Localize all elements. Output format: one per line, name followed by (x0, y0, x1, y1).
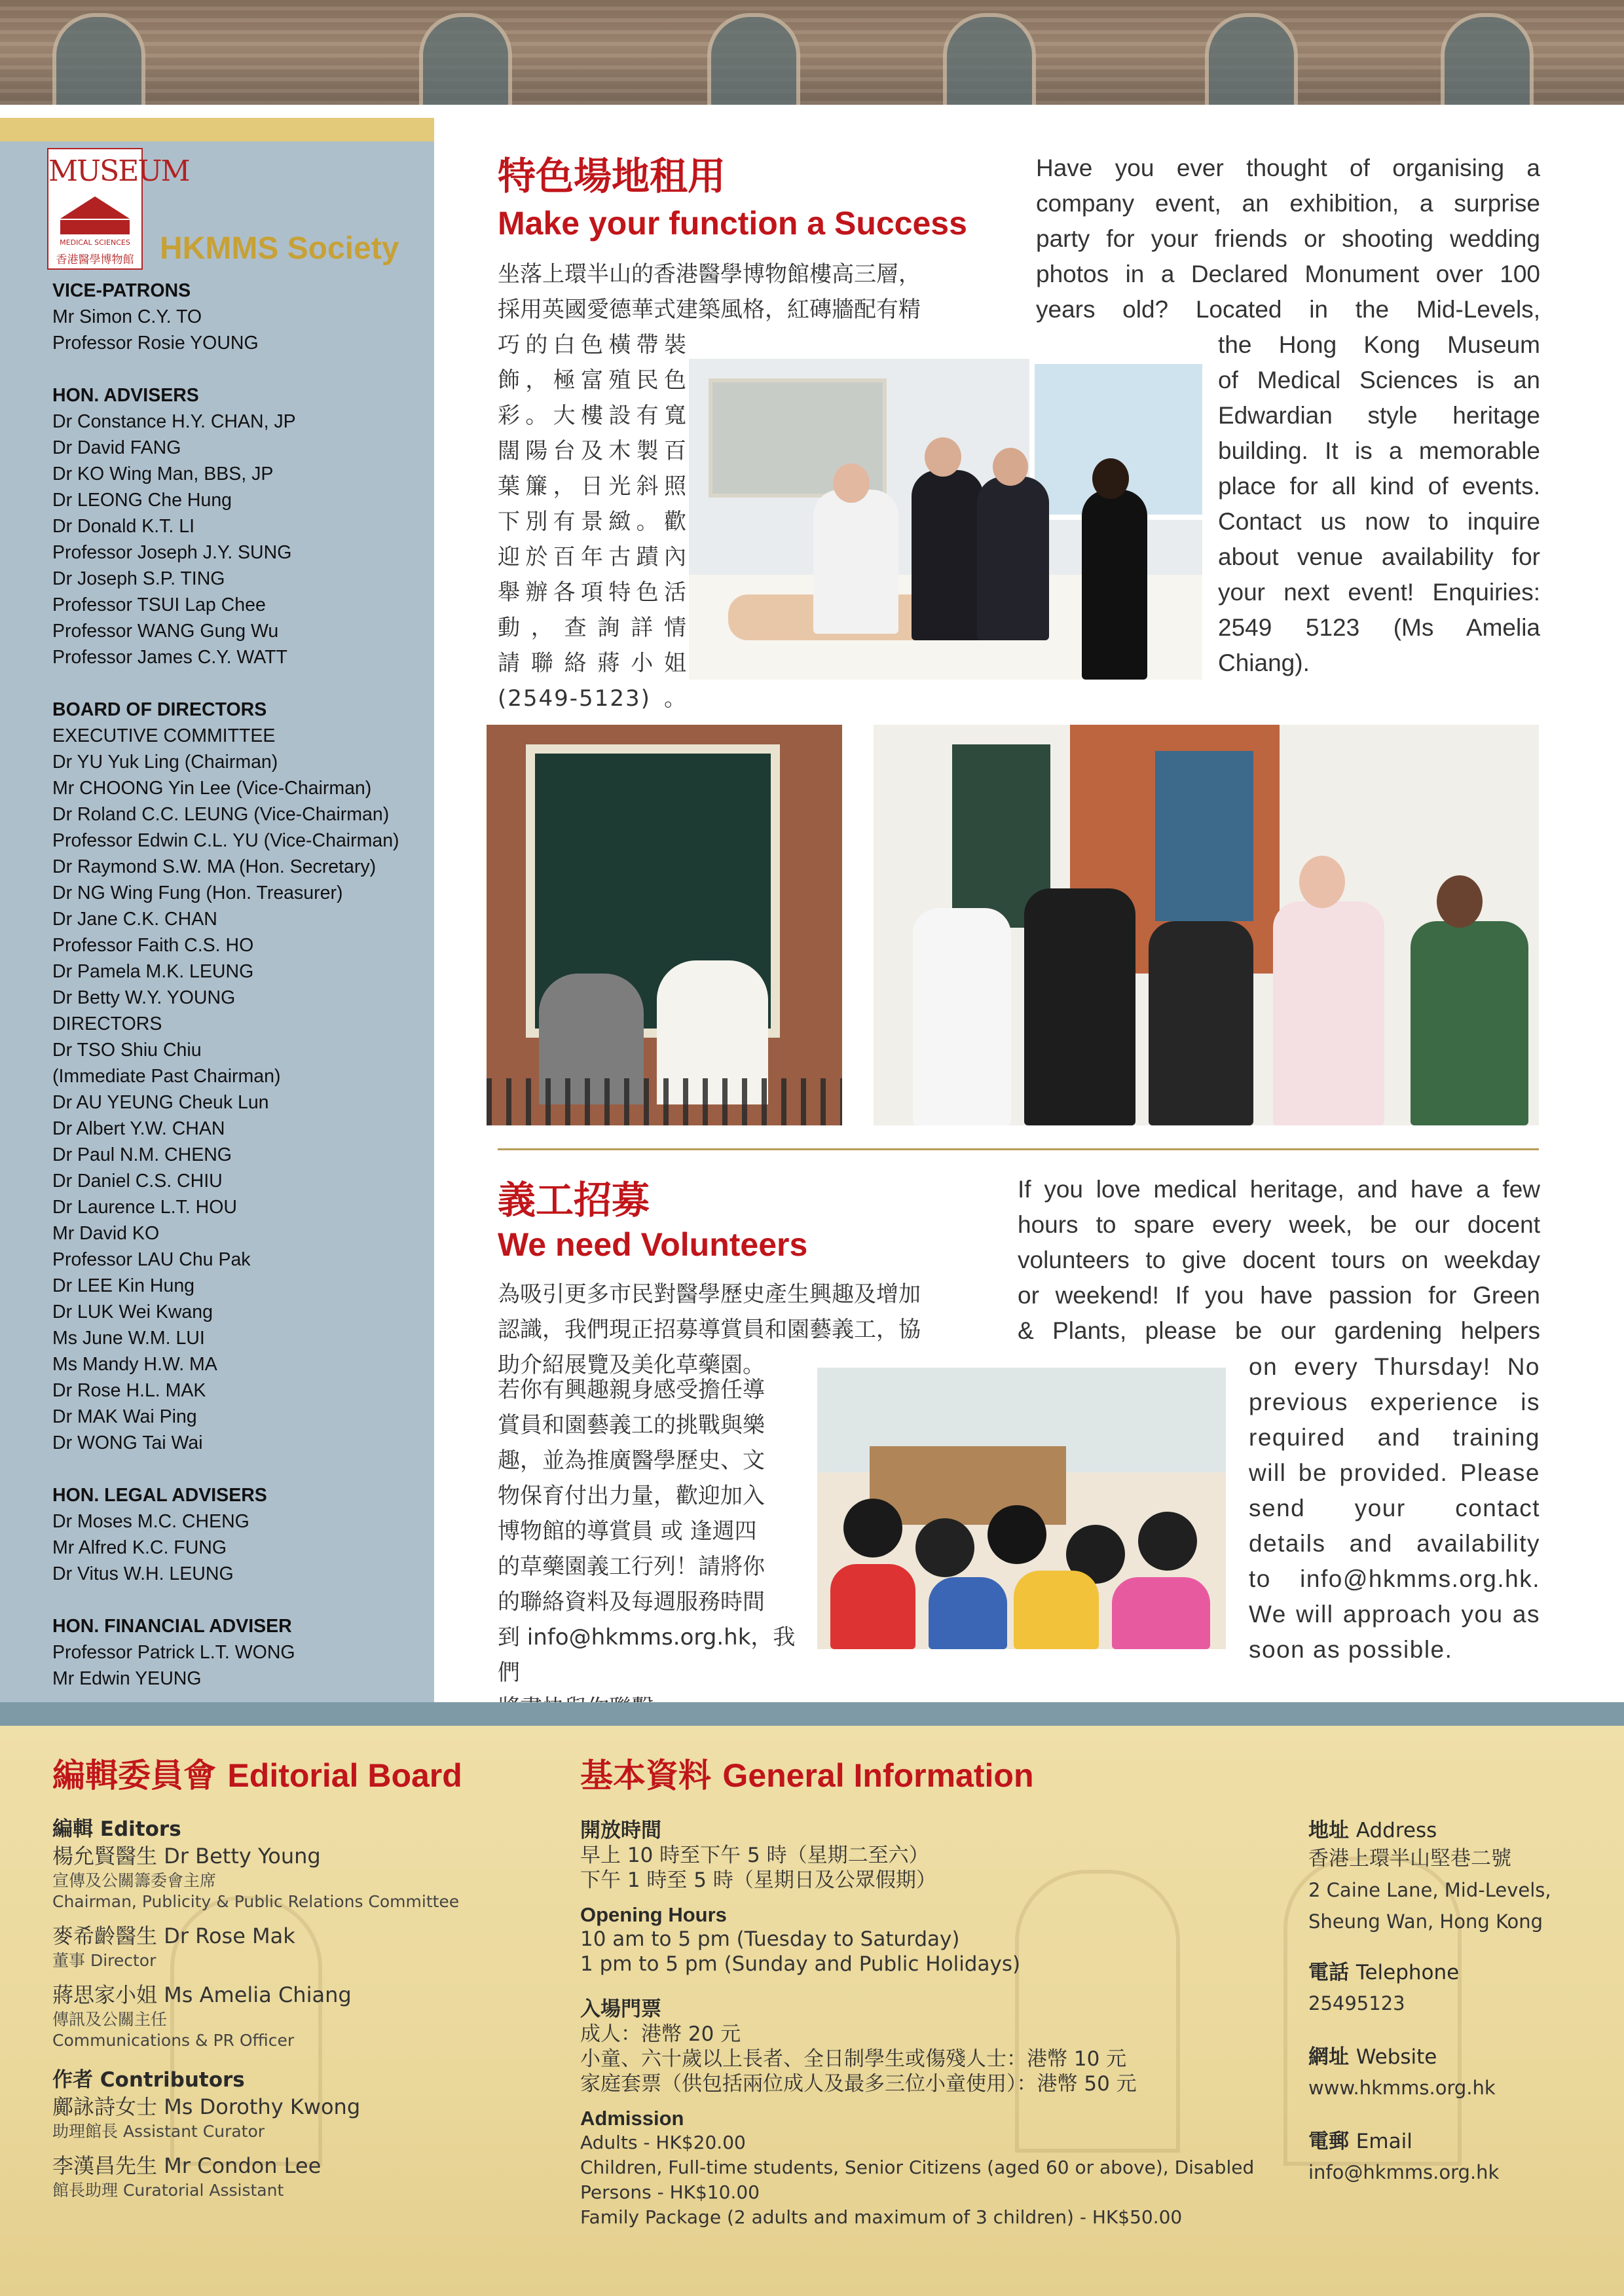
venue-en-line: the Hong Kong Museum (1218, 331, 1540, 358)
children-docent-tour-photo (817, 1368, 1226, 1649)
editorial-group-label: 編輯 Editors (52, 1817, 181, 1841)
editorial-person-role: 助理館長 Assistant Curator (52, 2122, 265, 2141)
exhibition-guests-photo (874, 725, 1539, 1125)
society-member: Dr Raymond S.W. MA (Hon. Secretary) (52, 856, 377, 877)
volunteer-en-line: We will approach you as (1249, 1601, 1540, 1628)
society-member: Dr NG Wing Fung (Hon. Treasurer) (52, 883, 343, 903)
volunteer-text-zh-full (498, 1277, 969, 1383)
header-banner-photo (0, 0, 1624, 105)
venue-en-line: company event, an exhibition, a surprise (1036, 190, 1540, 217)
telephone-value: 25495123 (1308, 1992, 1405, 2014)
venue-zh-line: 彩。大樓設有寬 (498, 403, 688, 429)
venue-zh-line: 下別有景緻。歡 (498, 509, 688, 535)
editorial-person-name: 李漢昌先生 Mr Condon Lee (52, 2153, 322, 2178)
volunteer-en-line: will be provided. Please (1249, 1459, 1540, 1486)
society-member: Dr Moses M.C. CHENG (52, 1511, 249, 1532)
society-member: Dr YU Yuk Ling (Chairman) (52, 752, 278, 773)
admission-en-label: Admission (580, 2107, 684, 2130)
society-member: Mr CHOONG Yin Lee (Vice-Chairman) (52, 778, 372, 799)
gold-accent-bar (0, 118, 434, 141)
society-section (52, 1482, 419, 1587)
society-member: Dr LUK Wei Kwang (52, 1302, 213, 1322)
admission-zh-line: 小童、六十歲以上長者、全日制學生或傷殘人士：港幣 10 元 (580, 2047, 1127, 2071)
society-member: Professor Rosie YOUNG (52, 333, 259, 354)
volunteer-title-en: We need Volunteers (498, 1226, 808, 1263)
venue-en-line: photos in a Declared Monument over 100 (1036, 261, 1540, 287)
bottom-band (0, 1702, 1624, 1726)
editorial-person-name: 麥希齡醫生 Dr Rose Mak (52, 1923, 295, 1948)
venue-en-line: Chiang). (1218, 649, 1310, 676)
website-label-en: Website (1356, 2045, 1437, 2069)
volunteer-text-en-full (1018, 1172, 1540, 1349)
venue-zh-line: 舉辦各項特色活 (498, 579, 688, 606)
volunteer-en-line: volunteers to give docent tours on weekday (1018, 1247, 1540, 1273)
admission-en-line: Family Package (2 adults and maximum of 3 children) - HK$50.00 (580, 2206, 1183, 2228)
volunteer-en-line: required and training (1249, 1424, 1540, 1451)
hours-en-label: Opening Hours (580, 1903, 727, 1926)
venue-en-line: of Medical Sciences is an (1218, 367, 1540, 393)
venue-en-line: Have you ever thought of organising a (1036, 155, 1540, 181)
society-member: Professor Patrick L.T. WONG (52, 1642, 295, 1663)
venue-zh-line: 巧的白色橫帶裝 (498, 332, 688, 358)
society-member: Professor James C.Y. WATT (52, 647, 287, 668)
website-link[interactable]: www.hkmms.org.hk (1308, 2077, 1496, 2099)
editorial-person-role: 傳訊及公關主任 (52, 2010, 168, 2029)
editorial-person-role: 董事 Director (52, 1951, 157, 1970)
society-member: Dr TSO Shiu Chiu (52, 1040, 202, 1061)
venue-zh-line: 迎於百年古蹟內 (498, 544, 688, 570)
section-divider (498, 1148, 1539, 1150)
society-member: Dr AU YEUNG Cheuk Lun (52, 1092, 269, 1113)
society-member-list (52, 278, 419, 1692)
volunteer-zh-line: 賞員和園藝義工的挑戰與樂 (498, 1412, 765, 1438)
society-member: Professor LAU Chu Pak (52, 1249, 251, 1270)
hours-zh-line: 下午 1 時至 5 時（星期日及公眾假期） (580, 1868, 936, 1892)
venue-en-line: 2549 5123 (Ms Amelia (1218, 614, 1540, 641)
volunteer-text-zh-narrow (498, 1372, 799, 1726)
society-member: Dr Pamela M.K. LEUNG (52, 961, 254, 982)
address-label-zh: 地址 (1308, 1819, 1349, 1842)
editorial-person-name: 鄺詠詩女士 Ms Dorothy Kwong (52, 2094, 361, 2119)
society-member: Dr MAK Wai Ping (52, 1406, 197, 1427)
address-en-line: Sheung Wan, Hong Kong (1308, 1910, 1543, 1933)
venue-en-line: place for all kind of events. (1218, 473, 1540, 500)
editorial-list (52, 1812, 485, 2210)
volunteer-zh-line: 認識，我們現正招募導賞員和園藝義工，協 (498, 1317, 921, 1343)
society-member: (Immediate Past Chairman) (52, 1066, 281, 1087)
venue-en-line: building. It is a memorable (1218, 437, 1540, 464)
society-member: Dr Laurence L.T. HOU (52, 1197, 237, 1218)
admission-en-line: Persons - HK$10.00 (580, 2181, 760, 2203)
admission-zh-label: 入場門票 (580, 1997, 661, 2021)
editorial-board-title (52, 1749, 462, 1796)
editorial-person-role: 宣傳及公關籌委會主席 (52, 1871, 217, 1890)
venue-zh-line: 請聯絡蔣小姐 (498, 650, 688, 676)
volunteer-zh-line: 為吸引更多市民對醫學歷史產生興趣及增加 (498, 1281, 921, 1307)
venue-zh-line: 動，查詢詳情 (498, 615, 688, 641)
volunteer-en-line: hours to spare every week, be our docent (1018, 1211, 1540, 1238)
volunteer-text-en-narrow (1249, 1349, 1540, 1667)
telephone-label-en: Telephone (1356, 1961, 1460, 1984)
venue-en-line: years old? Located in the Mid-Levels, (1036, 296, 1540, 323)
society-member: Mr Edwin YEUNG (52, 1668, 202, 1689)
general-title-zh: 基本資料 (580, 1756, 711, 1795)
society-title: HKMMS Society (160, 231, 399, 266)
email-label-en: Email (1356, 2130, 1412, 2153)
editorial-person-name: 楊允賢醫生 Dr Betty Young (52, 1844, 321, 1868)
volunteer-en-line: on every Thursday! No (1249, 1353, 1540, 1380)
editorial-person-role: 館長助理 Curatorial Assistant (52, 2181, 284, 2200)
address-label-en: Address (1356, 1819, 1437, 1842)
society-member: Professor WANG Gung Wu (52, 621, 279, 642)
society-member: Dr Paul N.M. CHENG (52, 1144, 232, 1165)
venue-text-zh-narrow (498, 327, 688, 716)
society-section-heading: VICE-PATRONS (52, 280, 191, 301)
hours-en-line: 10 am to 5 pm (Tuesday to Saturday) (580, 1927, 960, 1951)
society-member: Dr WONG Tai Wai (52, 1432, 203, 1453)
general-info-left (580, 1813, 1301, 2230)
volunteer-en-line: or weekend! If you have passion for Green (1018, 1282, 1540, 1309)
society-section (52, 278, 419, 356)
address-label (1308, 1813, 1596, 1843)
website-label-zh: 網址 (1308, 2045, 1349, 2069)
venue-text-zh-full (498, 257, 982, 327)
venue-buffet-photo (689, 359, 1202, 680)
society-section-heading: HON. FINANCIAL ADVISER (52, 1616, 292, 1637)
hours-zh-line: 早上 10 時至下午 5 時（星期二至六） (580, 1844, 929, 1867)
volunteer-zh-line: 的聯絡資料及每週服務時間 (498, 1589, 765, 1615)
society-member: Dr Roland C.C. LEUNG (Vice-Chairman) (52, 804, 390, 825)
admission-zh-line: 家庭套票（供包括兩位成人及最多三位小童使用）：港幣 50 元 (580, 2072, 1137, 2096)
logo-text-small: MEDICAL SCIENCES (60, 238, 130, 247)
society-member: Dr LEONG Che Hung (52, 490, 232, 511)
volunteer-en-line: & Plants, please be our gardening helpers (1018, 1317, 1540, 1344)
editorial-group-label: 作者 Contributors (52, 2068, 245, 2092)
venue-en-line: about venue availability for (1218, 543, 1540, 570)
society-member: Dr Joseph S.P. TING (52, 568, 225, 589)
volunteer-en-line: If you love medical heritage, and have a few (1018, 1176, 1540, 1203)
volunteer-en-line: soon as possible. (1249, 1636, 1453, 1663)
logo-text-zh: 香港醫學博物館 (56, 253, 134, 266)
venue-en-line: Edwardian style heritage (1218, 402, 1540, 429)
society-member: Dr Jane C.K. CHAN (52, 909, 217, 930)
editorial-person-role: Chairman, Publicity & Public Relations Committee (52, 1892, 460, 1911)
admission-zh-line: 成人：港幣 20 元 (580, 2022, 741, 2046)
volunteer-zh-line: 到 info@hkmms.org.hk，我們 (498, 1624, 796, 1686)
society-member: Dr Constance H.Y. CHAN, JP (52, 411, 296, 432)
venue-zh-line: 飾，極富殖民色 (498, 367, 688, 393)
hours-en-line: 1 pm to 5 pm (Sunday and Public Holidays) (580, 1952, 1021, 1976)
telephone-label-zh: 電話 (1308, 1961, 1349, 1984)
editorial-person-name: 蔣思家小姐 Ms Amelia Chiang (52, 1982, 352, 2007)
telephone-label (1308, 1956, 1596, 1985)
society-section (52, 697, 419, 1456)
society-section (52, 1613, 419, 1692)
editorial-person-role: Communications & PR Officer (52, 2031, 295, 2050)
society-member: Dr Daniel C.S. CHIU (52, 1171, 223, 1192)
society-member: DIRECTORS (52, 1013, 162, 1034)
editorial-title-zh: 編輯委員會 (52, 1756, 216, 1795)
logo-text-top: MUSEUM (48, 155, 189, 188)
society-section-heading: HON. ADVISERS (52, 385, 199, 406)
venue-en-line: your next event! Enquiries: (1218, 579, 1540, 606)
venue-en-line: party for your friends or shooting wedding (1036, 225, 1540, 252)
venue-zh-line: 闊陽台及木製百 (498, 438, 688, 464)
society-section-heading: HON. LEGAL ADVISERS (52, 1485, 267, 1506)
museum-logo (47, 148, 189, 270)
volunteer-en-line: previous experience is (1249, 1389, 1540, 1415)
hours-zh-label: 開放時間 (580, 1819, 661, 1842)
volunteer-zh-line: 助介紹展覽及美化草藥園。 (498, 1352, 765, 1378)
email-label-zh: 電郵 (1308, 2130, 1349, 2153)
society-member: Mr Alfred K.C. FUNG (52, 1537, 227, 1558)
volunteer-zh-line: 趣，並為推廣醫學歷史、文 (498, 1448, 765, 1474)
email-label (1308, 2124, 1596, 2154)
venue-zh-line: 坐落上環半山的香港醫學博物館樓高三層， (498, 261, 921, 287)
venue-zh-line: 葉簾，日光斜照 (498, 473, 688, 500)
volunteer-title-zh: 義工招募 (498, 1178, 650, 1222)
address-zh: 香港上環半山堅巷二號 (1308, 1847, 1511, 1870)
venue-en-line: Contact us now to inquire (1218, 508, 1540, 535)
society-member: EXECUTIVE COMMITTEE (52, 725, 276, 746)
volunteer-zh-line: 若你有興趣親身感受擔任導 (498, 1377, 765, 1403)
society-member: Dr LEE Kin Hung (52, 1275, 195, 1296)
society-member: Dr David FANG (52, 437, 181, 458)
society-member: Professor TSUI Lap Chee (52, 594, 266, 615)
admission-en-line: Adults - HK$20.00 (580, 2132, 746, 2153)
society-member: Dr Vitus W.H. LEUNG (52, 1563, 234, 1584)
venue-zh-line: (2549-5123)。 (498, 685, 688, 712)
society-member: Dr KO Wing Man, BBS, JP (52, 464, 274, 484)
website-label (1308, 2040, 1596, 2069)
society-member: Mr Simon C.Y. TO (52, 306, 202, 327)
venue-title-zh: 特色場地租用 (498, 154, 726, 198)
society-section (52, 382, 419, 670)
society-member: Dr Albert Y.W. CHAN (52, 1118, 225, 1139)
society-section-heading: BOARD OF DIRECTORS (52, 699, 267, 720)
volunteer-zh-line: 博物館的導賞員 或 逢週四 (498, 1518, 757, 1544)
society-member: Dr Donald K.T. LI (52, 516, 195, 537)
general-info-title (580, 1749, 1034, 1796)
society-member: Professor Faith C.S. HO (52, 935, 254, 956)
society-member: Ms Mandy H.W. MA (52, 1354, 217, 1375)
society-member: Dr Rose H.L. MAK (52, 1380, 206, 1401)
venue-title-en: Make your function a Success (498, 205, 967, 242)
volunteer-zh-line: 物保育付出力量，歡迎加入 (498, 1483, 765, 1509)
venue-zh-line: 採用英國愛德華式建築風格，紅磚牆配有精 (498, 297, 921, 323)
volunteer-en-line: send your contact (1249, 1495, 1540, 1522)
volunteer-en-line: details and availability (1249, 1530, 1540, 1557)
email-link[interactable]: info@hkmms.org.hk (1308, 2161, 1500, 2183)
venue-text-en-full (1036, 151, 1540, 327)
society-member: Dr Betty W.Y. YOUNG (52, 987, 236, 1008)
admission-en-line: Children, Full-time students, Senior Citizens (aged 60 or above), Disabled (580, 2157, 1255, 2178)
society-member: Mr David KO (52, 1223, 160, 1244)
society-member: Professor Joseph J.Y. SUNG (52, 542, 292, 563)
society-member: Professor Edwin C.L. YU (Vice-Chairman) (52, 830, 399, 851)
general-info-right (1308, 1813, 1596, 2191)
general-title-en: General Information (722, 1757, 1034, 1794)
wedding-balcony-photo (487, 725, 842, 1125)
volunteer-en-line: to info@hkmms.org.hk. (1249, 1565, 1540, 1592)
society-member: Ms June W.M. LUI (52, 1328, 205, 1349)
venue-text-en-narrow (1218, 327, 1540, 681)
editorial-title-en: Editorial Board (227, 1757, 462, 1794)
address-en-line: 2 Caine Lane, Mid-Levels, (1308, 1879, 1551, 1901)
volunteer-zh-line: 的草藥園義工行列！請將你 (498, 1554, 765, 1580)
